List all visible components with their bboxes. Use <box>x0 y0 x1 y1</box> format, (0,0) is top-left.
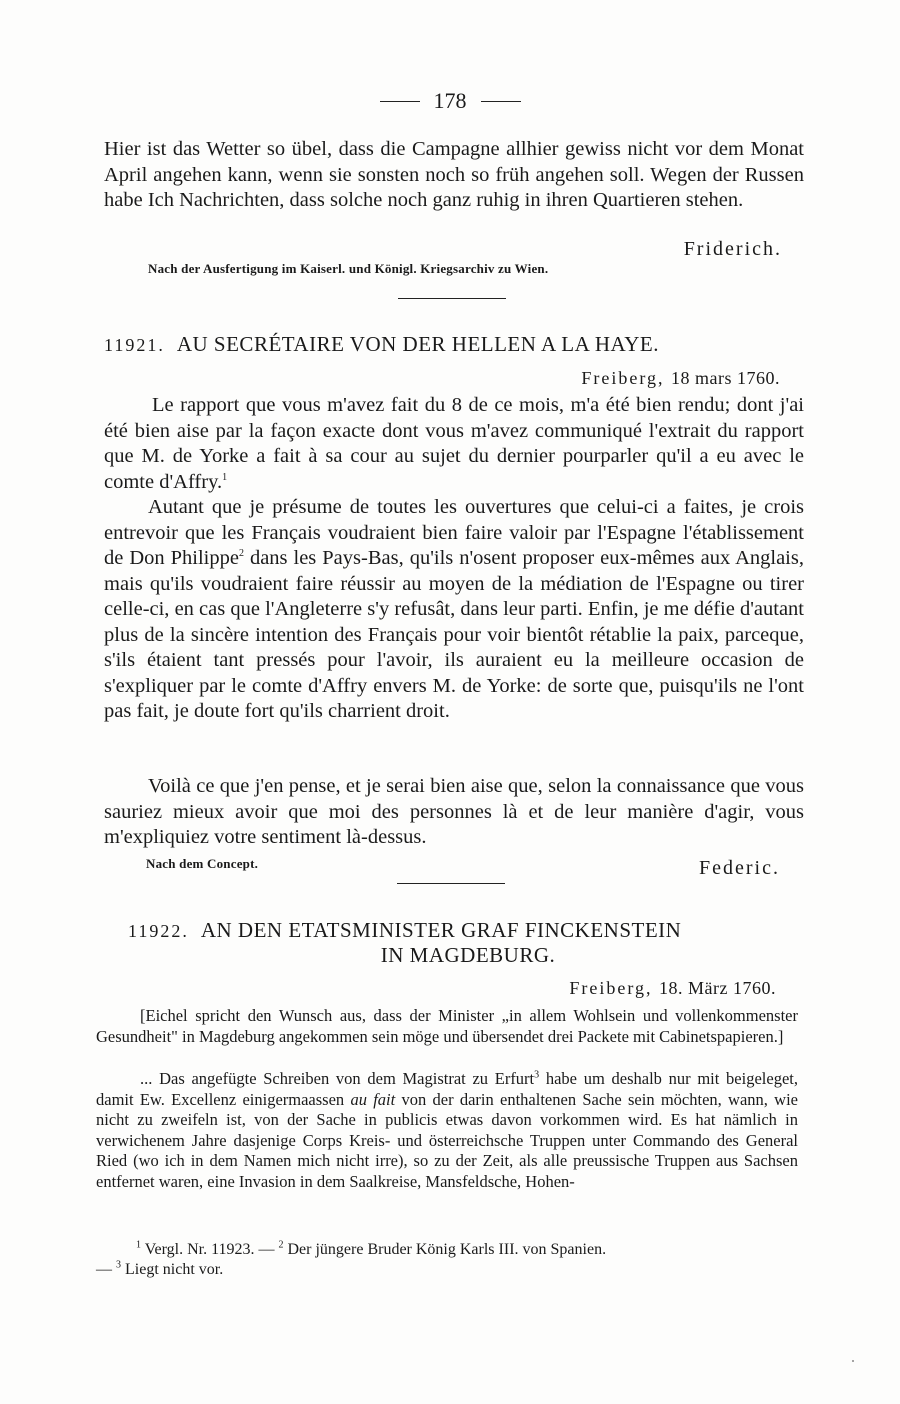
footnote-ref: 3 <box>534 1069 540 1081</box>
section-divider <box>398 298 506 299</box>
letter-paragraph-3: Voilà ce que j'en pense, et je serai bien aise que, selon la connaissance que vous sauriez mieux avoir que moi des personnes là et de leur manière d'agir, vous m'expliquiez votre sentiment là-dessus. <box>104 775 804 848</box>
page-number: 178 <box>433 88 467 113</box>
footnote-text: — <box>96 1261 116 1278</box>
letter-number: 11921. <box>104 335 165 355</box>
letter-source: Nach dem Concept. <box>146 856 259 871</box>
footnote-mark: 2 <box>278 1239 284 1251</box>
letter-heading-11922 <box>128 918 808 968</box>
footnote-mark: 3 <box>116 1259 121 1271</box>
footnote-text: Vergl. Nr. 11923. — <box>141 1241 279 1258</box>
letter-title-line-1: AN DEN ETATSMINISTER GRAF FINCKENSTEIN <box>200 918 682 942</box>
letter-place: Freiberg, <box>581 368 665 388</box>
body-italic-text: au fait <box>350 1089 396 1109</box>
letter-title: AU SECRÉTAIRE VON DER HELLEN A LA HAYE. <box>176 332 659 356</box>
previous-letter-text: Hier ist das Wetter so übel, dass die Campagne allhier gewiss nicht vor dem Monat April angehen kann, wenn sie sonsten noch so früh angehen soll. Wegen der Russen habe Ich Nachrichten, dass solche noch ganz ruhig in ihren Quartieren stehen. <box>104 138 804 211</box>
letter-number: 11922. <box>128 921 189 941</box>
paragraph-text: dans les Pays-Bas, qu'ils n'osent proposer eux-mêmes aux Anglais, mais qu'ils voudraient faire réussir au moyen de la médiation de l'Espagne ou tirer celle-ci, en cas que l'Angleterre s'y refusât, dans leur parti. Enfin, je me défie d'autant plus de la sincère intention des Français pour voir bientôt rétablie la paix, parceque, s'ils étaient tant pressés pour l'avoir, ils auraient eu la meilleure occasion de s'expliquer par le comte d'Affry envers M. de Yorke: de sorte que, puisqu'ils ne l'ont pas fait, je doute fort qu'ils charrient droit. <box>104 547 804 722</box>
letter-heading-11921 <box>104 332 804 357</box>
footnote-line <box>96 1240 804 1260</box>
letter-signature: Federic. <box>699 857 780 879</box>
footnote-text: Der jüngere Bruder König Karls III. von Spanien. <box>283 1241 607 1258</box>
letter-date: 18. März 1760. <box>659 978 776 998</box>
letter-body <box>96 1069 798 1192</box>
paragraph-text: Le rapport que vous m'avez fait du 8 de ce mois, m'a été bien rendu; dont j'ai été bien aise par la façon exacte dont vous m'avez communiqué l'extrait du rapport que M. de Yorke a fait à sa cour au sujet du dernier pourparler qu'il a eu avec le comte d'Affry. <box>104 394 804 493</box>
previous-letter-signature: Friderich. <box>683 238 782 260</box>
footnotes <box>96 1240 804 1280</box>
footnote-ref: 1 <box>222 471 228 483</box>
letter-date: 18 mars 1760. <box>671 368 780 388</box>
body-text: habe um deshalb nur mit beigeleget, damit Ew. Excellenz einigermaassen <box>96 1069 798 1109</box>
header-rule-right <box>481 101 521 102</box>
footnote-mark: 1 <box>136 1239 141 1251</box>
letter-place: Freiberg, <box>569 978 653 998</box>
footnote-ref: 2 <box>238 548 244 560</box>
letter-title-line-2: IN MAGDEBURG. <box>380 943 556 967</box>
body-text: ... Das angefügte Schreiben von dem Magistrat zu Erfurt <box>140 1069 535 1088</box>
page-header <box>0 88 900 114</box>
letter-paragraph-1 <box>104 393 804 495</box>
footnote-text: Liegt nicht vor. <box>121 1261 224 1278</box>
header-rule-left <box>380 101 420 102</box>
section-divider <box>397 883 505 884</box>
letter-summary: [Eichel spricht den Wunsch aus, dass der Minister „in allem Wohlsein und vollenkommenster Gesundheit" in Magdeburg angekommen sein möge und übersendet drei Packete mit Cabinetspapieren.] <box>96 1006 798 1046</box>
letter-place-date <box>104 368 780 389</box>
paragraph-text: Autant que je présume de toutes les ouvertures que celui-ci a faites, je crois entrevoir que les Français voudraient bien faire valoir par l'Espagne l'établissement de Don Philippe <box>104 496 804 569</box>
paper-speck <box>852 1360 854 1362</box>
body-text: von der darin enthaltenen Sache sein möchten, wann, wie nicht zu zweifeln ist, von der Sache in publicis etwas davon vorkommen wird. Es hat nämlich in verwichenem Jahre dasjenige Corps Kreis- und österreichsche Truppen unter Commando des General Ried (wo ich in dem Namen mich nicht irre), so zu der Zeit, als alle preussische Truppen aus Sachsen entfernet waren, eine Invasion in dem Saalkreise, Mansfeldsche, Hohen- <box>96 1089 799 1191</box>
letter-paragraph-2 <box>104 495 804 725</box>
footnote-line <box>96 1260 804 1280</box>
previous-letter-source: Nach der Ausfertigung im Kaiserl. und Königl. Kriegsarchiv zu Wien. <box>148 261 549 276</box>
letter-place-date <box>104 978 776 999</box>
